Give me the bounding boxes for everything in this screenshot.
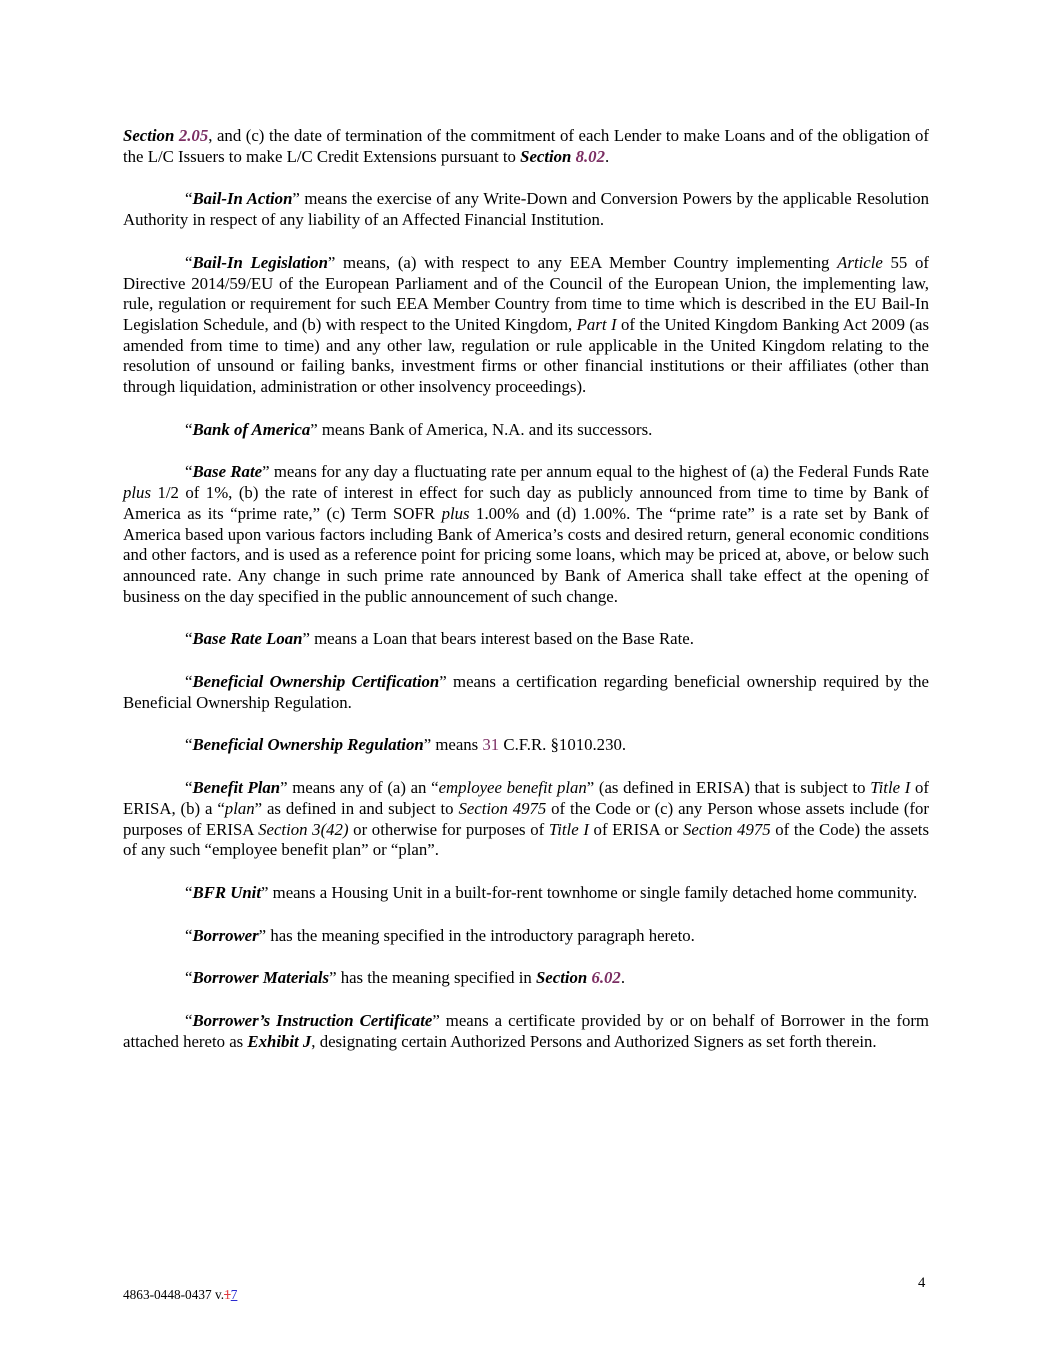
text-segment: Title I: [870, 778, 911, 798]
document-id-text: 4863-0448-0437 v.: [123, 1287, 225, 1302]
text-segment: of the United Kingdom Banking Act 2009 (as amended from time to time) and any other law, regulation or rule applicable in the United Kingdom relating to the resolution of unsound or failing banks, investment firms or other financial institutions or their affiliates (other than through liquidation, administration or other insolvency proceedings).: [123, 314, 929, 397]
paragraph: [123, 1011, 929, 1052]
text-segment: Section 4975: [458, 798, 547, 818]
text-segment: ” means a Housing Unit in a built-for-rent townhome or single family detached home community.: [261, 882, 918, 902]
text-segment: plan: [224, 798, 255, 818]
text-segment: C.F.R. §1010.230.: [499, 735, 627, 755]
paragraph: [123, 189, 929, 230]
text-segment: “: [185, 925, 193, 945]
text-segment: ” has the meaning specified in the introductory paragraph hereto.: [258, 925, 695, 945]
text-segment: Exhibit J: [247, 1031, 312, 1051]
text-segment: plus: [123, 483, 151, 503]
text-segment: Section 4975: [683, 819, 771, 839]
text-segment: .: [604, 146, 610, 166]
text-segment: ” means: [423, 735, 483, 755]
text-segment: ” means a certification regarding beneficial ownership required by the Beneficial Ownership Regulation.: [123, 672, 930, 712]
text-segment: “: [185, 419, 193, 439]
text-segment: Benefit Plan: [192, 778, 281, 798]
paragraph: [123, 883, 929, 904]
text-segment: , designating certain Authorized Persons and Authorized Signers as set forth therein.: [311, 1031, 877, 1051]
text-segment: “: [185, 672, 193, 692]
text-segment: Section: [520, 146, 576, 166]
text-segment: Bail-In Action: [192, 189, 293, 209]
text-segment: Borrower’s Instruction Certificate: [192, 1011, 433, 1031]
paragraph: [123, 629, 929, 650]
text-segment: “: [185, 968, 193, 988]
text-segment: Title I: [548, 819, 589, 839]
text-segment: 1.00% and (d) 1.00%. The “prime rate” is a rate set by Bank of America based upon various factors including Bank of America’s costs and desired return, general economic conditions and other factors, and is used as a reference point for pricing some loans, which may be priced at, above, or below such announced rate. Any change in such prime rate announced by Bank of America shall take effect at the opening of business on the day specified in the public announcement of such change.: [123, 503, 929, 606]
paragraph: [123, 126, 929, 167]
paragraph: [123, 778, 929, 861]
text-segment: 1/2 of 1%, (b) the rate of interest in effect for such day as publicly announced from time to time by Bank of America as its “prime rate,” (c) Term SOFR: [123, 483, 929, 523]
paragraph: [123, 420, 929, 441]
text-segment: Part I: [576, 314, 617, 334]
text-segment: Borrower: [192, 925, 259, 945]
text-segment: ” means for any day a fluctuating rate per annum equal to the highest of (a) the Federal Funds Rate: [262, 462, 930, 482]
text-segment: “: [185, 1011, 193, 1031]
text-segment: ” means the exercise of any Write-Down and Conversion Powers by the applicable Resolution Authority in respect of any liability of an Affected Financial Institution.: [123, 189, 929, 230]
paragraph: [123, 968, 929, 989]
cross-reference-link[interactable]: 2.05: [178, 126, 209, 145]
cross-reference-link[interactable]: 6.02: [591, 968, 621, 988]
text-segment: “: [185, 189, 193, 209]
text-segment: Beneficial Ownership Regulation: [192, 735, 424, 755]
text-segment: “: [185, 735, 193, 755]
text-segment: ” means a certificate provided by or on behalf of Borrower in the form attached hereto as: [123, 1011, 929, 1051]
text-segment: “: [185, 629, 193, 649]
text-segment: of the Code or (c) any Person whose assets include (for purposes of ERISA: [123, 798, 929, 839]
text-segment: plus: [441, 503, 470, 523]
paragraph: [123, 462, 929, 607]
text-segment: of ERISA, (b) a “: [123, 778, 929, 818]
paragraph: [123, 926, 929, 947]
text-segment: of ERISA or: [588, 819, 684, 839]
text-segment: ” means, (a) with respect to any EEA Member Country implementing: [327, 252, 838, 272]
text-segment: .: [620, 968, 626, 988]
document-body: [123, 126, 929, 1053]
text-segment: ” means any of (a) an “: [280, 778, 439, 798]
text-segment: or otherwise for purposes of: [348, 819, 549, 839]
text-segment: Base Rate Loan: [192, 629, 303, 649]
text-segment: ” means a Loan that bears interest based on the Base Rate.: [302, 629, 694, 649]
text-segment: Section: [535, 968, 592, 988]
text-segment: Borrower Materials: [192, 968, 330, 988]
document-id-footer: [123, 1286, 237, 1303]
text-segment: “: [185, 778, 193, 798]
text-segment: , and (c) the date of termination of the commitment of each Lender to make Loans and of the obligation of the L/C Issuers to make L/C Credit Extensions pursuant to: [123, 126, 929, 166]
text-segment: “: [185, 882, 193, 902]
paragraph: [123, 735, 929, 756]
text-segment: “: [185, 252, 193, 272]
text-segment: Base Rate: [192, 462, 263, 482]
text-segment: of the Code) the assets of any such “employee benefit plan” or “plan”.: [123, 819, 929, 860]
text-segment: ” as defined in and subject to: [254, 798, 459, 818]
tracked-insertion-text: 7: [230, 1287, 238, 1302]
paragraph: [123, 672, 929, 713]
text-segment: Article: [837, 252, 883, 272]
text-segment: 55 of Directive 2014/59/EU of the European Parliament and of the Council of the European Union, the implementing law, rule, regulation or requirement for such EEA Member Country from time to time which is described in the EU Bail-In Legislation Schedule, and (b) with respect to the United Kingdom,: [123, 252, 929, 334]
page-number: 4: [918, 1275, 926, 1291]
text-segment: ” has the meaning specified in: [329, 968, 536, 988]
text-segment: Beneficial Ownership Certification: [192, 672, 440, 692]
text-segment: Section 3(42): [258, 819, 349, 839]
text-segment: employee benefit plan: [438, 778, 587, 798]
text-segment: Section: [123, 126, 179, 145]
cross-reference-link[interactable]: 31: [482, 735, 500, 755]
text-segment: Bank of America: [192, 419, 311, 439]
tracked-deletion-text: 1: [224, 1287, 231, 1302]
paragraph: [123, 253, 929, 398]
text-segment: “: [185, 462, 193, 482]
text-segment: Bail-In Legislation: [192, 252, 328, 272]
text-segment: ” (as defined in ERISA) that is subject to: [586, 778, 871, 798]
text-segment: BFR Unit: [192, 882, 262, 902]
text-segment: ” means Bank of America, N.A. and its successors.: [310, 419, 653, 439]
cross-reference-link[interactable]: 8.02: [575, 146, 605, 166]
